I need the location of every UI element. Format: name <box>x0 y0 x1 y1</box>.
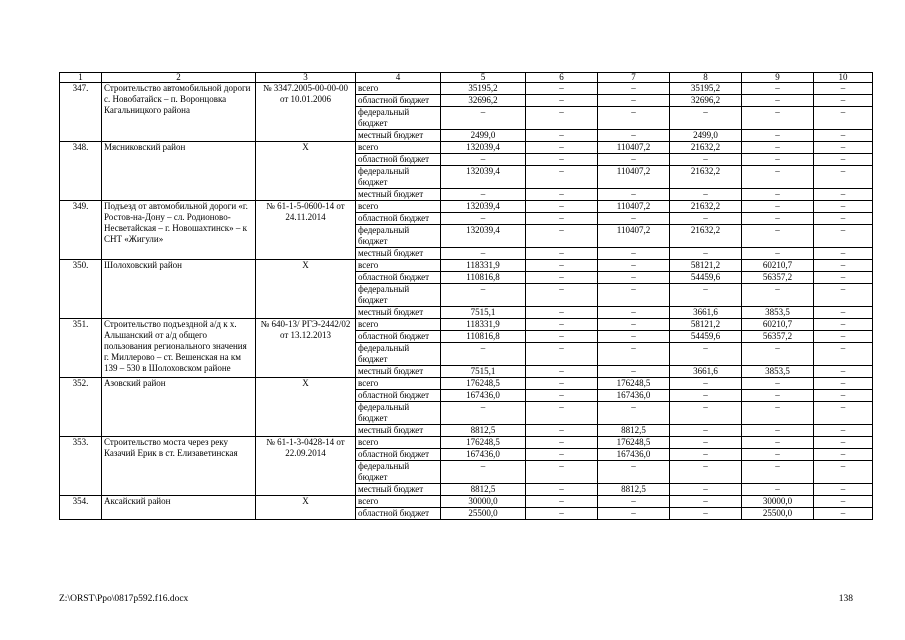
amount-col-5: 7515,1 <box>441 307 526 319</box>
amount-col-9: – <box>742 189 814 201</box>
amount-col-7: – <box>598 130 670 142</box>
funding-source: всего <box>356 83 441 95</box>
amount-col-7: – <box>598 343 670 366</box>
funding-source: областной бюджет <box>356 508 441 520</box>
amount-col-9: – <box>742 461 814 484</box>
amount-col-8: – <box>670 189 742 201</box>
amount-col-8: 3661,6 <box>670 307 742 319</box>
table-row <box>60 260 873 272</box>
amount-col-7: – <box>598 319 670 331</box>
column-number: 2 <box>102 73 256 83</box>
amount-col-7: – <box>598 272 670 284</box>
amount-col-9: 30000,0 <box>742 496 814 508</box>
amount-col-10: – <box>814 402 873 425</box>
amount-col-9: – <box>742 166 814 189</box>
amount-col-6: – <box>526 130 598 142</box>
amount-col-7: 8812,5 <box>598 425 670 437</box>
amount-col-6: – <box>526 213 598 225</box>
amount-col-6: – <box>526 142 598 154</box>
column-number: 1 <box>60 73 102 83</box>
amount-col-8: 58121,2 <box>670 260 742 272</box>
table-row <box>60 201 873 213</box>
funding-source: федеральный бюджет <box>356 225 441 248</box>
amount-col-9: 56357,2 <box>742 331 814 343</box>
amount-col-10: – <box>814 225 873 248</box>
amount-col-5: 7515,1 <box>441 366 526 378</box>
row-number: 347. <box>60 83 102 142</box>
amount-col-7: 110407,2 <box>598 142 670 154</box>
amount-col-10: – <box>814 189 873 201</box>
document-reference: Х <box>256 260 356 319</box>
amount-col-10: – <box>814 248 873 260</box>
amount-col-8: 35195,2 <box>670 83 742 95</box>
funding-source: местный бюджет <box>356 366 441 378</box>
column-number: 10 <box>814 73 873 83</box>
amount-col-9: 3853,5 <box>742 366 814 378</box>
object-name: Строительство автомобильной дороги с. Новобатайск – п. Воронцовка Кагальницкого района <box>102 83 256 142</box>
row-number: 351. <box>60 319 102 378</box>
row-number: 348. <box>60 142 102 201</box>
amount-col-8: 21632,2 <box>670 142 742 154</box>
amount-col-6: – <box>526 225 598 248</box>
amount-col-5: – <box>441 461 526 484</box>
amount-col-10: – <box>814 307 873 319</box>
amount-col-8: – <box>670 484 742 496</box>
funding-source: федеральный бюджет <box>356 284 441 307</box>
funding-source: местный бюджет <box>356 248 441 260</box>
row-number: 350. <box>60 260 102 319</box>
amount-col-5: 25500,0 <box>441 508 526 520</box>
amount-col-9: – <box>742 225 814 248</box>
amount-col-7: – <box>598 402 670 425</box>
column-number: 6 <box>526 73 598 83</box>
column-number: 8 <box>670 73 742 83</box>
amount-col-8: – <box>670 496 742 508</box>
amount-col-5: – <box>441 248 526 260</box>
amount-col-10: – <box>814 366 873 378</box>
amount-col-6: – <box>526 496 598 508</box>
amount-col-5: 8812,5 <box>441 484 526 496</box>
amount-col-10: – <box>814 449 873 461</box>
amount-col-7: – <box>598 189 670 201</box>
amount-col-10: – <box>814 213 873 225</box>
funding-source: областной бюджет <box>356 95 441 107</box>
amount-col-9: – <box>742 425 814 437</box>
amount-col-6: – <box>526 484 598 496</box>
amount-col-5: 2499,0 <box>441 130 526 142</box>
amount-col-9: 3853,5 <box>742 307 814 319</box>
document-reference: № 640-13/ РГЭ-2442/02 от 13.12.2013 <box>256 319 356 378</box>
amount-col-9: 56357,2 <box>742 272 814 284</box>
amount-col-10: – <box>814 484 873 496</box>
amount-col-5: 110816,8 <box>441 331 526 343</box>
row-number: 349. <box>60 201 102 260</box>
amount-col-10: – <box>814 437 873 449</box>
amount-col-5: 8812,5 <box>441 425 526 437</box>
amount-col-8: – <box>670 213 742 225</box>
amount-col-8: 54459,6 <box>670 331 742 343</box>
amount-col-8: – <box>670 107 742 130</box>
amount-col-8: 21632,2 <box>670 201 742 213</box>
row-number: 352. <box>60 378 102 437</box>
amount-col-6: – <box>526 284 598 307</box>
amount-col-5: – <box>441 343 526 366</box>
amount-col-5: 118331,9 <box>441 319 526 331</box>
amount-col-7: – <box>598 284 670 307</box>
amount-col-6: – <box>526 402 598 425</box>
amount-col-5: 132039,4 <box>441 201 526 213</box>
amount-col-7: – <box>598 260 670 272</box>
amount-col-9: – <box>742 390 814 402</box>
amount-col-5: – <box>441 213 526 225</box>
amount-col-8: – <box>670 402 742 425</box>
amount-col-5: – <box>441 189 526 201</box>
amount-col-8: – <box>670 437 742 449</box>
amount-col-9: – <box>742 378 814 390</box>
amount-col-10: – <box>814 284 873 307</box>
amount-col-5: 176248,5 <box>441 378 526 390</box>
amount-col-9: – <box>742 213 814 225</box>
amount-col-7: 8812,5 <box>598 484 670 496</box>
funding-source: всего <box>356 437 441 449</box>
document-reference: № 3347.2005-00-00-00 от 10.01.2006 <box>256 83 356 142</box>
amount-col-9: 60210,7 <box>742 319 814 331</box>
amount-col-5: 167436,0 <box>441 390 526 402</box>
amount-col-9: – <box>742 402 814 425</box>
amount-col-5: – <box>441 154 526 166</box>
document-reference: № 61-1-5-0600-14 от 24.11.2014 <box>256 201 356 260</box>
amount-col-10: – <box>814 166 873 189</box>
amount-col-6: – <box>526 343 598 366</box>
amount-col-5: 32696,2 <box>441 95 526 107</box>
funding-source: всего <box>356 260 441 272</box>
document-reference: Х <box>256 496 356 520</box>
amount-col-5: – <box>441 107 526 130</box>
amount-col-7: – <box>598 461 670 484</box>
amount-col-9: – <box>742 107 814 130</box>
amount-col-7: – <box>598 331 670 343</box>
funding-source: областной бюджет <box>356 390 441 402</box>
amount-col-10: – <box>814 154 873 166</box>
amount-col-7: – <box>598 496 670 508</box>
amount-col-9: – <box>742 154 814 166</box>
column-number-row <box>60 73 873 83</box>
object-name: Мясниковский район <box>102 142 256 201</box>
funding-source: областной бюджет <box>356 213 441 225</box>
column-number: 5 <box>441 73 526 83</box>
amount-col-7: – <box>598 366 670 378</box>
amount-col-9: – <box>742 130 814 142</box>
amount-col-7: 110407,2 <box>598 225 670 248</box>
file-path: Z:\ORST\Ppo\0817p592.f16.docx <box>59 594 189 604</box>
amount-col-9: – <box>742 83 814 95</box>
funding-source: федеральный бюджет <box>356 402 441 425</box>
funding-source: местный бюджет <box>356 425 441 437</box>
amount-col-5: 176248,5 <box>441 437 526 449</box>
funding-source: федеральный бюджет <box>356 343 441 366</box>
amount-col-6: – <box>526 390 598 402</box>
funding-source: всего <box>356 319 441 331</box>
amount-col-8: – <box>670 284 742 307</box>
amount-col-5: 132039,4 <box>441 166 526 189</box>
amount-col-10: – <box>814 496 873 508</box>
amount-col-5: 110816,8 <box>441 272 526 284</box>
amount-col-10: – <box>814 343 873 366</box>
funding-source: местный бюджет <box>356 307 441 319</box>
amount-col-6: – <box>526 272 598 284</box>
amount-col-6: – <box>526 107 598 130</box>
amount-col-5: 132039,4 <box>441 225 526 248</box>
amount-col-10: – <box>814 142 873 154</box>
amount-col-5: 167436,0 <box>441 449 526 461</box>
amount-col-10: – <box>814 272 873 284</box>
column-number: 3 <box>256 73 356 83</box>
amount-col-9: – <box>742 437 814 449</box>
document-reference: Х <box>256 142 356 201</box>
amount-col-5: 30000,0 <box>441 496 526 508</box>
amount-col-6: – <box>526 154 598 166</box>
amount-col-6: – <box>526 319 598 331</box>
amount-col-9: – <box>742 95 814 107</box>
amount-col-8: – <box>670 508 742 520</box>
amount-col-10: – <box>814 319 873 331</box>
funding-source: всего <box>356 496 441 508</box>
amount-col-10: – <box>814 508 873 520</box>
amount-col-9: – <box>742 343 814 366</box>
amount-col-7: – <box>598 248 670 260</box>
amount-col-10: – <box>814 107 873 130</box>
amount-col-8: – <box>670 154 742 166</box>
amount-col-10: – <box>814 130 873 142</box>
amount-col-10: – <box>814 331 873 343</box>
funding-source: всего <box>356 201 441 213</box>
table-row <box>60 142 873 154</box>
amount-col-6: – <box>526 189 598 201</box>
amount-col-10: – <box>814 83 873 95</box>
amount-col-5: – <box>441 284 526 307</box>
row-number: 354. <box>60 496 102 520</box>
document-reference: № 61-1-3-0428-14 от 22.09.2014 <box>256 437 356 496</box>
amount-col-8: 21632,2 <box>670 225 742 248</box>
page-number: 138 <box>838 594 853 604</box>
amount-col-8: 3661,6 <box>670 366 742 378</box>
amount-col-6: – <box>526 437 598 449</box>
column-number: 9 <box>742 73 814 83</box>
object-name: Аксайский район <box>102 496 256 520</box>
row-number: 353. <box>60 437 102 496</box>
amount-col-7: 176248,5 <box>598 437 670 449</box>
amount-col-7: 167436,0 <box>598 390 670 402</box>
amount-col-9: – <box>742 142 814 154</box>
amount-col-5: 35195,2 <box>441 83 526 95</box>
funding-source: всего <box>356 142 441 154</box>
column-number: 4 <box>356 73 441 83</box>
amount-col-8: – <box>670 378 742 390</box>
amount-col-6: – <box>526 331 598 343</box>
amount-col-10: – <box>814 378 873 390</box>
funding-source: областной бюджет <box>356 154 441 166</box>
amount-col-8: – <box>670 343 742 366</box>
amount-col-5: 118331,9 <box>441 260 526 272</box>
table-row <box>60 378 873 390</box>
amount-col-6: – <box>526 95 598 107</box>
object-name: Строительство моста через реку Казачий Ерик в ст. Елизаветинская <box>102 437 256 496</box>
amount-col-8: 2499,0 <box>670 130 742 142</box>
amount-col-10: – <box>814 390 873 402</box>
amount-col-6: – <box>526 83 598 95</box>
amount-col-9: 60210,7 <box>742 260 814 272</box>
funding-source: федеральный бюджет <box>356 461 441 484</box>
amount-col-8: 21632,2 <box>670 166 742 189</box>
funding-source: областной бюджет <box>356 272 441 284</box>
amount-col-7: – <box>598 307 670 319</box>
amount-col-9: – <box>742 248 814 260</box>
amount-col-9: – <box>742 284 814 307</box>
amount-col-7: 110407,2 <box>598 201 670 213</box>
funding-source: федеральный бюджет <box>356 166 441 189</box>
amount-col-9: – <box>742 484 814 496</box>
amount-col-10: – <box>814 260 873 272</box>
amount-col-6: – <box>526 461 598 484</box>
amount-col-6: – <box>526 260 598 272</box>
object-name: Подъезд от автомобильной дороги «г. Ростов-на-Дону – сл. Родионово-Несветайская – г. Новошахтинск» – к СНТ «Жигули» <box>102 201 256 260</box>
document-reference: Х <box>256 378 356 437</box>
table-row <box>60 319 873 331</box>
amount-col-6: – <box>526 307 598 319</box>
amount-col-8: – <box>670 461 742 484</box>
amount-col-8: 32696,2 <box>670 95 742 107</box>
amount-col-7: 167436,0 <box>598 449 670 461</box>
amount-col-6: – <box>526 366 598 378</box>
object-name: Строительство подъездной а/д к х. Альшанский от а/д общего пользования регионального значения г. Миллерово – ст. Вешенская на км 139 – 530 в Шолоховском районе <box>102 319 256 378</box>
amount-col-8: – <box>670 248 742 260</box>
funding-source: местный бюджет <box>356 189 441 201</box>
amount-col-9: – <box>742 449 814 461</box>
amount-col-9: – <box>742 201 814 213</box>
amount-col-9: 25500,0 <box>742 508 814 520</box>
amount-col-7: – <box>598 508 670 520</box>
table-row <box>60 496 873 508</box>
amount-col-6: – <box>526 201 598 213</box>
amount-col-6: – <box>526 248 598 260</box>
amount-col-5: – <box>441 402 526 425</box>
amount-col-10: – <box>814 201 873 213</box>
amount-col-6: – <box>526 166 598 189</box>
object-name: Азовский район <box>102 378 256 437</box>
amount-col-5: 132039,4 <box>441 142 526 154</box>
amount-col-10: – <box>814 461 873 484</box>
amount-col-8: 54459,6 <box>670 272 742 284</box>
funding-source: областной бюджет <box>356 449 441 461</box>
table-row <box>60 437 873 449</box>
amount-col-6: – <box>526 378 598 390</box>
budget-table <box>59 72 873 520</box>
amount-col-7: – <box>598 154 670 166</box>
amount-col-8: – <box>670 425 742 437</box>
amount-col-6: – <box>526 425 598 437</box>
funding-source: всего <box>356 378 441 390</box>
amount-col-7: – <box>598 213 670 225</box>
funding-source: местный бюджет <box>356 484 441 496</box>
amount-col-8: – <box>670 449 742 461</box>
amount-col-7: – <box>598 95 670 107</box>
funding-source: областной бюджет <box>356 331 441 343</box>
column-number: 7 <box>598 73 670 83</box>
amount-col-7: 110407,2 <box>598 166 670 189</box>
amount-col-7: 176248,5 <box>598 378 670 390</box>
amount-col-6: – <box>526 508 598 520</box>
amount-col-8: – <box>670 390 742 402</box>
amount-col-10: – <box>814 425 873 437</box>
amount-col-7: – <box>598 83 670 95</box>
amount-col-10: – <box>814 95 873 107</box>
table-row <box>60 83 873 95</box>
funding-source: местный бюджет <box>356 130 441 142</box>
object-name: Шолоховский район <box>102 260 256 319</box>
amount-col-7: – <box>598 107 670 130</box>
funding-source: федеральный бюджет <box>356 107 441 130</box>
amount-col-8: 58121,2 <box>670 319 742 331</box>
amount-col-6: – <box>526 449 598 461</box>
